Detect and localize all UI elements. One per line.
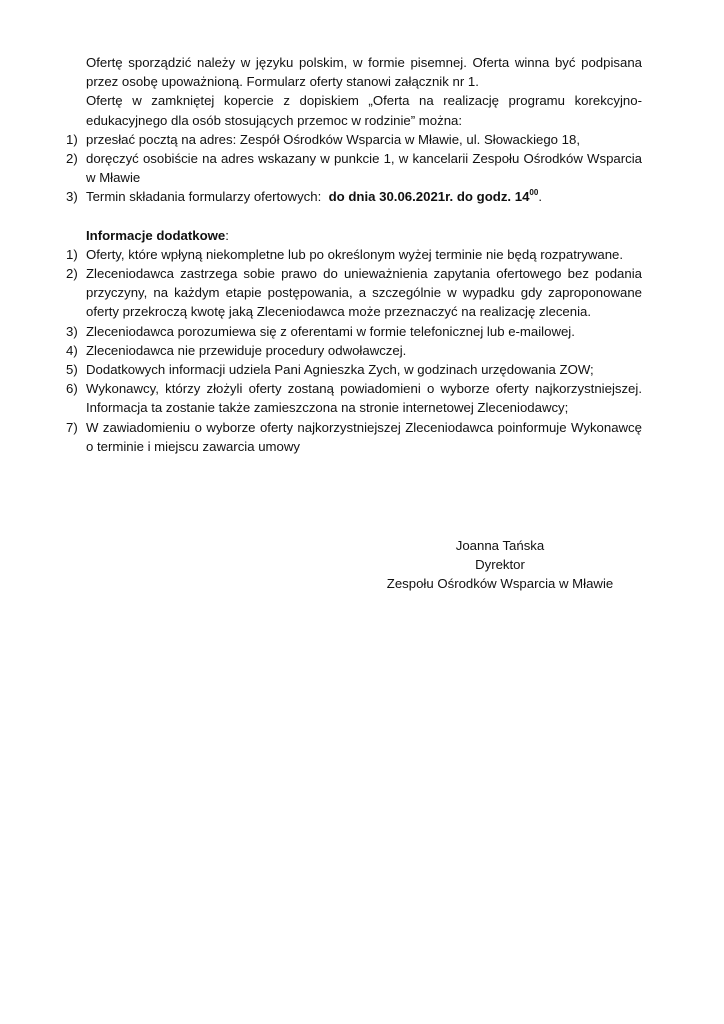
list-text: Zleceniodawca nie przewiduje procedury odwoławczej. [86,342,407,358]
list-number: 3) [66,323,78,339]
deadline-minutes: 00 [529,188,539,198]
signatory-role: Dyrektor [475,557,525,572]
list-text: przesłać pocztą na adres: Zespół Ośrodków Wsparcia w Mławie, ul. Słowackiego 18, [86,131,581,147]
list-item [66,264,642,322]
list-item [66,245,642,264]
list-item [66,322,642,341]
list-text: Wykonawcy, którzy złożyli oferty zostaną powiadomieni o wyborze oferty najkorzystniejszej. Informacja ta zostanie także zamieszczona na stronie internetowej Zleceniodawcy; [86,381,642,416]
list-text: W zawiadomieniu o wyborze oferty najkorzystniejszej Zleceniodawca poinformuje Wykonawcę o terminie i miejscu zawarcia umowy [86,419,642,454]
list-number: 2) [66,151,78,167]
signatory-name: Joanna Tańska [455,538,545,553]
paragraph-envelope: Ofertę w zamkniętej kopercie z dopiskiem „Oferta na realizację programu korekcyjno-edukacyjnego dla osób stosujących przemoc w rodzinie” można: [86,93,642,128]
list-number: 6) [66,381,78,397]
list-number: 1) [66,131,78,147]
list-text: Termin składania formularzy ofertowych: [86,189,322,205]
additional-info-list [66,245,642,456]
signatory-organization: Zespołu Ośrodków Wsparcia w Mławie [386,576,614,591]
additional-info-heading: Informacje dodatkowe: [86,227,229,243]
list-number: 3) [66,189,78,205]
list-item [66,149,642,187]
list-number: 7) [66,419,78,435]
deadline-period: . [538,189,542,205]
list-text: Zleceniodawca porozumiewa się z oferentami w formie telefonicznej lub e-mailowej. [86,323,575,339]
list-number: 1) [66,246,78,262]
signature-block [300,536,700,593]
spacer [66,207,642,226]
list-text: Oferty, które wpłyną niekompletne lub po określonym wyżej terminie nie będą rozpatrywane. [86,246,624,262]
list-text: Dodatkowych informacji udziela Pani Agnieszka Zych, w godzinach urzędowania ZOW; [86,362,594,378]
list-item [66,187,642,206]
list-number: 4) [66,342,78,358]
list-item [66,341,642,360]
list-item [66,130,642,149]
paragraph-offer-form: Ofertę sporządzić należy w języku polskim, w formie pisemnej. Oferta winna być podpisana przez osobę upoważnioną. Formularz oferty stanowi załącznik nr 1. [86,55,642,90]
list-item [66,379,642,417]
document-body [66,53,642,456]
delivery-list [66,130,642,207]
list-item [66,360,642,379]
list-text: doręczyć osobiście na adres wskazany w punkcie 1, w kancelarii Zespołu Ośrodków Wsparcia w Mławie [86,151,642,186]
list-number: 5) [66,362,78,378]
deadline-text: do dnia 30.06.2021r. do godz. 14 [328,189,530,205]
list-number: 2) [66,266,78,282]
list-item [66,418,642,456]
list-text: Zleceniodawca zastrzega sobie prawo do unieważnienia zapytania ofertowego bez podania przyczyny, na każdym etapie postępowania, a szczególnie w wypadku gdy zaproponowane oferty przekroczą kwotę jaką Zleceniodawca może przeznaczyć na realizację zlecenia. [86,266,642,320]
